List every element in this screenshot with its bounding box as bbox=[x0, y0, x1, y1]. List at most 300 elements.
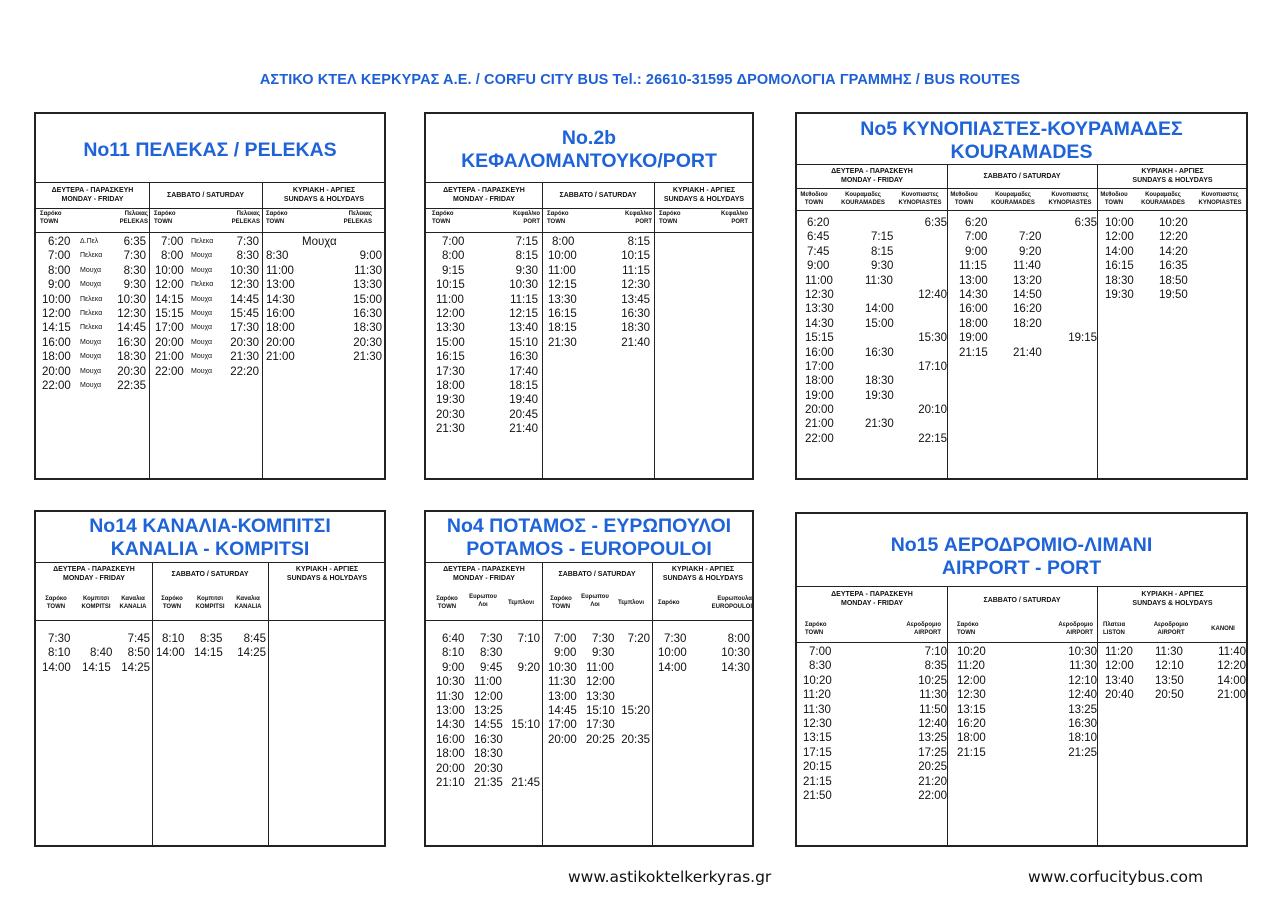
departure-time: 11:40 bbox=[1218, 646, 1246, 658]
departure-time: 12:15 bbox=[548, 279, 577, 292]
departure-time: 21:25 bbox=[1068, 746, 1097, 759]
departure-time: 20:15 bbox=[803, 761, 832, 774]
departure-time: 22:00 bbox=[42, 379, 71, 392]
departure-time: 20:30 bbox=[117, 365, 146, 378]
departure-time: 12:00 bbox=[957, 674, 986, 687]
departure-time: 12:30 bbox=[803, 717, 832, 730]
departure-time: 16:30 bbox=[621, 307, 650, 320]
timetable-row bbox=[426, 293, 542, 307]
departure-time: 17:00 bbox=[548, 719, 577, 732]
departure-time: 9:00 bbox=[554, 647, 577, 660]
timetable-row bbox=[797, 688, 947, 702]
departure-time: 19:40 bbox=[509, 394, 538, 407]
departure-time: 10:20 bbox=[1159, 217, 1188, 229]
departure-time: 6:40 bbox=[442, 633, 465, 645]
timetable-row bbox=[797, 374, 947, 388]
departure-time: 13:40 bbox=[1105, 674, 1134, 687]
timetable-row bbox=[542, 675, 652, 689]
timetable-row bbox=[797, 331, 947, 345]
departure-time: 13:00 bbox=[548, 690, 577, 703]
departure-time: 14:15 bbox=[155, 293, 184, 306]
col-town: Μεθοδιου TOWN bbox=[1100, 192, 1128, 206]
departure-time: 21:20 bbox=[918, 775, 947, 788]
departure-time: 12:30 bbox=[230, 279, 259, 292]
col-town: Σαρόκο bbox=[658, 600, 680, 606]
departure-time: 9:00 bbox=[48, 279, 71, 292]
departure-time: 11:50 bbox=[919, 703, 947, 716]
departure-time: 14:30 bbox=[721, 661, 750, 674]
departure-time: 17:10 bbox=[918, 360, 947, 373]
departure-time: 21:50 bbox=[803, 789, 832, 802]
timetable-row bbox=[797, 317, 947, 331]
timetable-row bbox=[797, 432, 947, 446]
departure-time: 18:00 bbox=[266, 322, 295, 335]
departure-time: 20:00 bbox=[42, 365, 71, 378]
departure-time: 18:30 bbox=[865, 375, 894, 388]
departure-time: 15:45 bbox=[230, 307, 259, 320]
departure-time: 13:30 bbox=[436, 322, 465, 335]
departure-time: 18:00 bbox=[957, 732, 986, 745]
departure-time: 10:00 bbox=[548, 250, 577, 263]
timetable-row bbox=[426, 393, 542, 407]
timetable-row bbox=[797, 746, 947, 760]
timetable-row bbox=[542, 733, 652, 747]
departure-time: 19:30 bbox=[436, 394, 465, 407]
departure-time: 15:15 bbox=[805, 332, 834, 345]
departure-time: 9:20 bbox=[1019, 245, 1042, 258]
col-port: Κεφαλ/κο PORT bbox=[513, 211, 540, 225]
departure-time: 8:00 bbox=[161, 250, 184, 263]
route-4-box bbox=[424, 510, 754, 847]
col-europouloi: Ευρωπου Λοι bbox=[469, 594, 497, 608]
departure-time: 8:10 bbox=[442, 647, 465, 660]
timetable-row bbox=[542, 718, 652, 732]
departure-time: 16:00 bbox=[805, 346, 834, 359]
departure-time: 10:30 bbox=[509, 279, 538, 292]
col-town: Σαρόκο TOWN bbox=[266, 211, 288, 225]
timetable-row bbox=[36, 264, 149, 278]
sunday-header: ΚΥΡΙΑΚΗ - ΑΡΓΙΕΣ SUNDAYS & HOLYDAYS bbox=[1132, 591, 1213, 607]
departure-time: 17:15 bbox=[803, 746, 832, 759]
col-town: Σαρόκο TOWN bbox=[436, 596, 458, 610]
departure-time: 13:25 bbox=[918, 732, 947, 745]
departure-time: 17:30 bbox=[586, 719, 615, 732]
timetable-row bbox=[947, 317, 1097, 331]
route-2b-box bbox=[424, 112, 754, 480]
departure-time: 9:15 bbox=[442, 264, 465, 277]
departure-time: 8:00 bbox=[442, 250, 465, 263]
departure-time: 11:30 bbox=[919, 689, 947, 702]
departure-time: 20:25 bbox=[586, 733, 615, 746]
route-4-sunday bbox=[652, 632, 754, 675]
via-note: Μουχα bbox=[80, 367, 102, 375]
timetable-row bbox=[947, 245, 1097, 259]
departure-time: 7:30 bbox=[592, 633, 615, 645]
timetable-row bbox=[652, 661, 754, 675]
departure-time: 14:00 bbox=[658, 661, 687, 674]
departure-time: 21:35 bbox=[474, 776, 503, 789]
timetable-row bbox=[426, 408, 542, 422]
timetable-row bbox=[36, 646, 152, 660]
departure-time: 15:00 bbox=[353, 293, 382, 306]
timetable-row bbox=[947, 703, 1097, 717]
departure-time: 14:25 bbox=[237, 647, 266, 660]
timetable-row bbox=[426, 336, 542, 350]
departure-time: 14:25 bbox=[121, 661, 150, 674]
departure-time: 19:15 bbox=[1068, 332, 1097, 345]
departure-time: 21:10 bbox=[436, 776, 465, 789]
departure-time: 11:20 bbox=[957, 660, 985, 673]
departure-time: 9:00 bbox=[807, 260, 830, 273]
departure-time: 21:15 bbox=[959, 346, 988, 359]
departure-time: 12:00 bbox=[1105, 660, 1134, 673]
departure-time: 8:15 bbox=[871, 245, 894, 258]
departure-time: 20:00 bbox=[805, 404, 834, 417]
via-note: Πελεκα bbox=[80, 324, 103, 332]
departure-time: 12:40 bbox=[918, 717, 947, 730]
departure-time: 7:00 bbox=[161, 236, 184, 248]
departure-time: 20:30 bbox=[436, 408, 465, 421]
departure-time: 16:15 bbox=[1105, 260, 1134, 273]
departure-time: 18:00 bbox=[959, 317, 988, 330]
route-4-weekday bbox=[426, 632, 542, 790]
departure-time: 13:00 bbox=[436, 704, 465, 717]
timetable-row bbox=[426, 733, 542, 747]
timetable-row bbox=[652, 632, 754, 646]
col-europouloi: Ευρωπουλα EUROPOULOI bbox=[711, 596, 752, 610]
via-note: Μουχα bbox=[191, 266, 213, 274]
route-4-title: No4 ΠΟΤΑΜΟΣ - ΕΥΡΩΠΟΥΛΟΙ POTAMOS - EUROPOULOI bbox=[446, 515, 732, 560]
departure-time: 11:00 bbox=[474, 676, 502, 689]
timetable-row bbox=[149, 278, 262, 292]
departure-time: 20:40 bbox=[1105, 689, 1134, 702]
departure-time: 6:20 bbox=[965, 217, 988, 229]
timetable-row bbox=[426, 646, 542, 660]
departure-time: 11:20 bbox=[1105, 646, 1133, 658]
timetable-row bbox=[542, 249, 654, 263]
timetable-row bbox=[426, 379, 542, 393]
saturday-header: ΣΑΒΒΑΤΟ / SATURDAY bbox=[167, 192, 244, 199]
timetable-row bbox=[262, 249, 386, 263]
timetable-row bbox=[152, 646, 268, 660]
departure-time: 20:00 bbox=[155, 336, 184, 349]
departure-time: 11:00 bbox=[548, 264, 576, 277]
departure-time: 20:00 bbox=[548, 733, 577, 746]
timetable-row bbox=[542, 646, 652, 660]
via-note: Μουχα bbox=[80, 353, 102, 361]
departure-time: 12:00 bbox=[155, 279, 184, 292]
departure-time: 16:30 bbox=[117, 336, 146, 349]
timetable-row bbox=[797, 417, 947, 431]
departure-time: 16:00 bbox=[959, 303, 988, 316]
departure-time: 6:45 bbox=[807, 231, 830, 244]
route-5-weekday bbox=[797, 216, 947, 446]
timetable-row bbox=[426, 278, 542, 292]
timetable-row bbox=[1097, 216, 1248, 230]
timetable-row bbox=[1097, 688, 1248, 702]
timetable-row bbox=[262, 307, 386, 321]
timetable-row bbox=[947, 717, 1097, 731]
timetable-row bbox=[1097, 288, 1248, 302]
timetable-row bbox=[426, 365, 542, 379]
departure-time: 19:00 bbox=[959, 332, 988, 345]
departure-time: 14:55 bbox=[474, 719, 503, 732]
departure-time: 11:30 bbox=[803, 703, 831, 716]
timetable-row bbox=[797, 230, 947, 244]
departure-time: 21:40 bbox=[1013, 346, 1042, 359]
departure-time: 12:40 bbox=[918, 288, 947, 301]
departure-time: 9:00 bbox=[359, 250, 382, 263]
col-airport: Αεροδρομιο AIRPORT bbox=[1058, 622, 1093, 636]
departure-time: 15:00 bbox=[865, 317, 894, 330]
departure-time: 10:15 bbox=[621, 250, 650, 263]
timetable-row bbox=[1097, 274, 1248, 288]
departure-time: 10:30 bbox=[1068, 646, 1097, 658]
departure-time: 13:45 bbox=[621, 293, 650, 306]
departure-time: 21:40 bbox=[621, 336, 650, 349]
col-town: Σαρόκο TOWN bbox=[547, 211, 569, 225]
timetable-row bbox=[797, 731, 947, 745]
route-5-box bbox=[795, 112, 1248, 480]
departure-time: 18:00 bbox=[436, 748, 465, 761]
departure-time: 12:00 bbox=[42, 307, 71, 320]
weekday-header: ΔΕΥΤΕΡΑ - ΠΑΡΑΣΚΕΥΗ MONDAY - FRIDAY bbox=[53, 566, 135, 582]
route-15-box bbox=[795, 512, 1248, 847]
timetable-row bbox=[1097, 659, 1248, 673]
departure-time: 13:20 bbox=[1013, 274, 1042, 287]
timetable-row bbox=[36, 350, 149, 364]
departure-time: 14:30 bbox=[436, 719, 465, 732]
timetable-row bbox=[426, 718, 542, 732]
departure-time: 14:30 bbox=[959, 288, 988, 301]
timetable-row bbox=[426, 235, 542, 249]
timetable-row bbox=[149, 365, 262, 379]
departure-time: 12:20 bbox=[1159, 231, 1188, 244]
timetable-row bbox=[542, 264, 654, 278]
col-kompitsi: Κομπιτσι KOMPITSI bbox=[81, 596, 111, 610]
departure-time: 8:50 bbox=[127, 647, 150, 660]
timetable-row bbox=[542, 293, 654, 307]
departure-time: 11:00 bbox=[805, 274, 833, 287]
timetable-row bbox=[149, 350, 262, 364]
departure-time: 18:00 bbox=[805, 375, 834, 388]
departure-time: 11:15 bbox=[622, 264, 650, 277]
departure-time: 20:50 bbox=[1155, 689, 1184, 702]
timetable-row bbox=[797, 259, 947, 273]
departure-time: 9:45 bbox=[480, 661, 503, 674]
departure-time: 18:00 bbox=[42, 351, 71, 364]
departure-time: 21:30 bbox=[548, 336, 577, 349]
departure-time: 12:00 bbox=[436, 307, 465, 320]
departure-time: 8:10 bbox=[48, 647, 71, 660]
departure-time: 21:15 bbox=[803, 775, 832, 788]
route-11-saturday bbox=[149, 235, 262, 379]
departure-time: 11:20 bbox=[803, 689, 831, 702]
departure-time: 10:30 bbox=[548, 661, 577, 674]
col-town: Σαρόκο TOWN bbox=[957, 622, 979, 636]
departure-time: 7:15 bbox=[871, 231, 894, 244]
departure-time: 19:50 bbox=[1159, 288, 1188, 301]
timetable-row bbox=[797, 245, 947, 259]
departure-time: 7:00 bbox=[965, 231, 988, 244]
route-15-weekday bbox=[797, 645, 947, 803]
departure-time: 13:25 bbox=[1068, 703, 1097, 716]
departure-time: 18:50 bbox=[1159, 274, 1188, 287]
col-kynopiastes: Κυνοπιαστες KYNOPIASTES bbox=[898, 192, 942, 206]
departure-time: 12:00 bbox=[586, 676, 615, 689]
timetable-row bbox=[36, 321, 149, 335]
departure-time: 10:20 bbox=[803, 674, 832, 687]
timetable-row bbox=[797, 403, 947, 417]
departure-time: 7:45 bbox=[807, 245, 830, 258]
timetable-row bbox=[797, 360, 947, 374]
departure-time: 11:15 bbox=[510, 293, 538, 306]
departure-time: 10:00 bbox=[658, 647, 687, 660]
departure-time: 15:10 bbox=[586, 704, 615, 717]
route-2b-title: No.2b ΚΕΦΑΛΟΜΑΝΤΟΥΚΟ/PORT bbox=[461, 127, 717, 172]
timetable-row bbox=[262, 293, 386, 307]
timetable-row bbox=[947, 659, 1097, 673]
departure-time: 12:15 bbox=[509, 307, 538, 320]
departure-time: 16:00 bbox=[436, 733, 465, 746]
via-note: Πελεκα bbox=[191, 238, 214, 245]
timetable-row bbox=[426, 690, 542, 704]
departure-time: 14:30 bbox=[266, 293, 295, 306]
departure-time: 16:30 bbox=[865, 346, 894, 359]
departure-time: Μουχα bbox=[302, 236, 337, 248]
departure-time: 10:25 bbox=[918, 674, 947, 687]
departure-time: 12:30 bbox=[957, 689, 986, 702]
departure-time: 14:15 bbox=[194, 647, 223, 660]
departure-time: 20:00 bbox=[436, 762, 465, 775]
departure-time: 18:30 bbox=[474, 748, 503, 761]
departure-time: 8:15 bbox=[515, 250, 538, 263]
page-header: ΑΣΤΙΚΟ ΚΤΕΛ ΚΕΡΚΥΡΑΣ Α.Ε. / CORFU CITY BUS Tel.: 26610-31595 ΔΡΟΜΟΛΟΓΙΑ ΓΡΑΜΜΗΣ / BUS ROUTES bbox=[259, 72, 1021, 88]
departure-time: 10:15 bbox=[436, 279, 465, 292]
weekday-header: ΔΕΥΤΕΡΑ - ΠΑΡΑΣΚΕΥΗ MONDAY - FRIDAY bbox=[443, 566, 525, 582]
departure-time: 8:30 bbox=[809, 660, 832, 673]
departure-time: 8:15 bbox=[627, 236, 650, 248]
col-temploni: Τεμπλονι bbox=[507, 600, 535, 606]
departure-time: 14:00 bbox=[42, 661, 71, 674]
departure-time: 6:35 bbox=[1074, 217, 1097, 229]
timetable-row bbox=[426, 264, 542, 278]
col-airport: Αεροδρομιο AIRPORT bbox=[906, 622, 941, 636]
route-4-saturday bbox=[542, 632, 652, 747]
timetable-row bbox=[426, 661, 542, 675]
timetable-row bbox=[36, 661, 152, 675]
departure-time: 7:10 bbox=[924, 646, 947, 658]
departure-time: 13:00 bbox=[266, 279, 295, 292]
sunday-header: ΚΥΡΙΑΚΗ - ΑΡΓΙΕΣ SUNDAYS & HOLYDAYS bbox=[663, 187, 745, 203]
route-2b-weekday bbox=[426, 235, 542, 436]
departure-time: 14:50 bbox=[1013, 288, 1042, 301]
departure-time: 12:10 bbox=[1068, 674, 1097, 687]
departure-time: 8:40 bbox=[90, 647, 113, 660]
saturday-header: ΣΑΒΒΑΤΟ / SATURDAY bbox=[983, 173, 1061, 180]
timetable-row bbox=[262, 321, 386, 335]
timetable-row bbox=[262, 350, 386, 364]
footer-link-astikoktel[interactable]: www.astikoktelkerkyras.gr bbox=[568, 868, 772, 886]
timetable-row bbox=[652, 646, 754, 660]
departure-time: 11:30 bbox=[1155, 646, 1183, 658]
departure-time: 22:00 bbox=[155, 365, 184, 378]
route-11-box bbox=[34, 112, 386, 480]
via-note: Μουχα bbox=[191, 338, 213, 346]
departure-time: 22:00 bbox=[918, 789, 947, 802]
timetable-row bbox=[36, 379, 149, 393]
departure-time: 18:30 bbox=[621, 322, 650, 335]
footer-link-corfucitybus[interactable]: www.corfucitybus.com bbox=[1028, 868, 1204, 886]
departure-time: 14:15 bbox=[82, 661, 111, 674]
departure-time: 12:30 bbox=[117, 307, 146, 320]
route-14-box bbox=[34, 510, 386, 847]
timetable-row bbox=[426, 632, 542, 646]
departure-time: 6:20 bbox=[807, 217, 830, 229]
timetable-row bbox=[542, 661, 652, 675]
timetable-row bbox=[149, 235, 262, 249]
col-kouramades: Κουραμαδες KOURAMADES bbox=[841, 192, 885, 206]
departure-time: 7:00 bbox=[442, 236, 465, 248]
departure-time: 15:10 bbox=[509, 336, 538, 349]
timetable-row bbox=[542, 336, 654, 350]
departure-time: 9:00 bbox=[442, 661, 465, 674]
departure-time: 10:30 bbox=[117, 293, 146, 306]
departure-time: 12:00 bbox=[1105, 231, 1134, 244]
route-14-title: No14 ΚΑΝΑΛΙΑ-ΚΟΜΠΙΤΣΙ KANALIA - KOMPITSI bbox=[89, 515, 331, 560]
departure-time: 7:00 bbox=[48, 250, 71, 263]
departure-time: 7:20 bbox=[627, 633, 650, 645]
departure-time: 17:30 bbox=[436, 365, 465, 378]
departure-time: 13:25 bbox=[474, 704, 503, 717]
departure-time: 12:00 bbox=[474, 690, 503, 703]
departure-time: 8:00 bbox=[552, 236, 575, 248]
timetable-row bbox=[797, 760, 947, 774]
departure-time: 7:30 bbox=[480, 633, 503, 645]
departure-time: 8:35 bbox=[924, 660, 947, 673]
timetable-row bbox=[947, 731, 1097, 745]
route-15-title: No15 ΑΕΡΟΔΡΟΜΙΟ-ΛΙΜΑΝΙ AIRPORT - PORT bbox=[890, 534, 1153, 579]
sunday-header: ΚΥΡΙΑΚΗ - ΑΡΓΙΕΣ SUNDAYS & HOLYDAYS bbox=[1132, 168, 1213, 184]
timetable-row bbox=[797, 703, 947, 717]
departure-time: 12:30 bbox=[621, 279, 650, 292]
departure-time: 13:00 bbox=[959, 274, 988, 287]
timetable-row bbox=[542, 321, 654, 335]
via-note: Πελεκα bbox=[80, 295, 103, 303]
timetable-row bbox=[149, 307, 262, 321]
departure-time: 8:30 bbox=[123, 264, 146, 277]
timetable-row bbox=[542, 704, 652, 718]
departure-time: 18:20 bbox=[1013, 317, 1042, 330]
departure-time: 13:40 bbox=[509, 322, 538, 335]
timetable-row bbox=[36, 293, 149, 307]
departure-time: 9:30 bbox=[515, 264, 538, 277]
departure-time: 10:00 bbox=[42, 293, 71, 306]
departure-time: 15:30 bbox=[918, 332, 947, 345]
departure-time: 10:00 bbox=[1105, 217, 1134, 229]
departure-time: 17:40 bbox=[509, 365, 538, 378]
departure-time: 8:30 bbox=[266, 250, 289, 263]
col-town: Σαρόκο TOWN bbox=[161, 596, 183, 610]
col-town: Μεθοδιου TOWN bbox=[950, 192, 978, 206]
col-town: Σαρόκο TOWN bbox=[550, 596, 572, 610]
departure-time: 12:40 bbox=[1068, 689, 1097, 702]
timetable-row bbox=[947, 216, 1097, 230]
via-note: Μουχα bbox=[191, 353, 213, 361]
departure-time: 11:30 bbox=[354, 264, 382, 277]
departure-time: 18:15 bbox=[509, 379, 538, 392]
departure-time: 8:30 bbox=[236, 250, 259, 263]
